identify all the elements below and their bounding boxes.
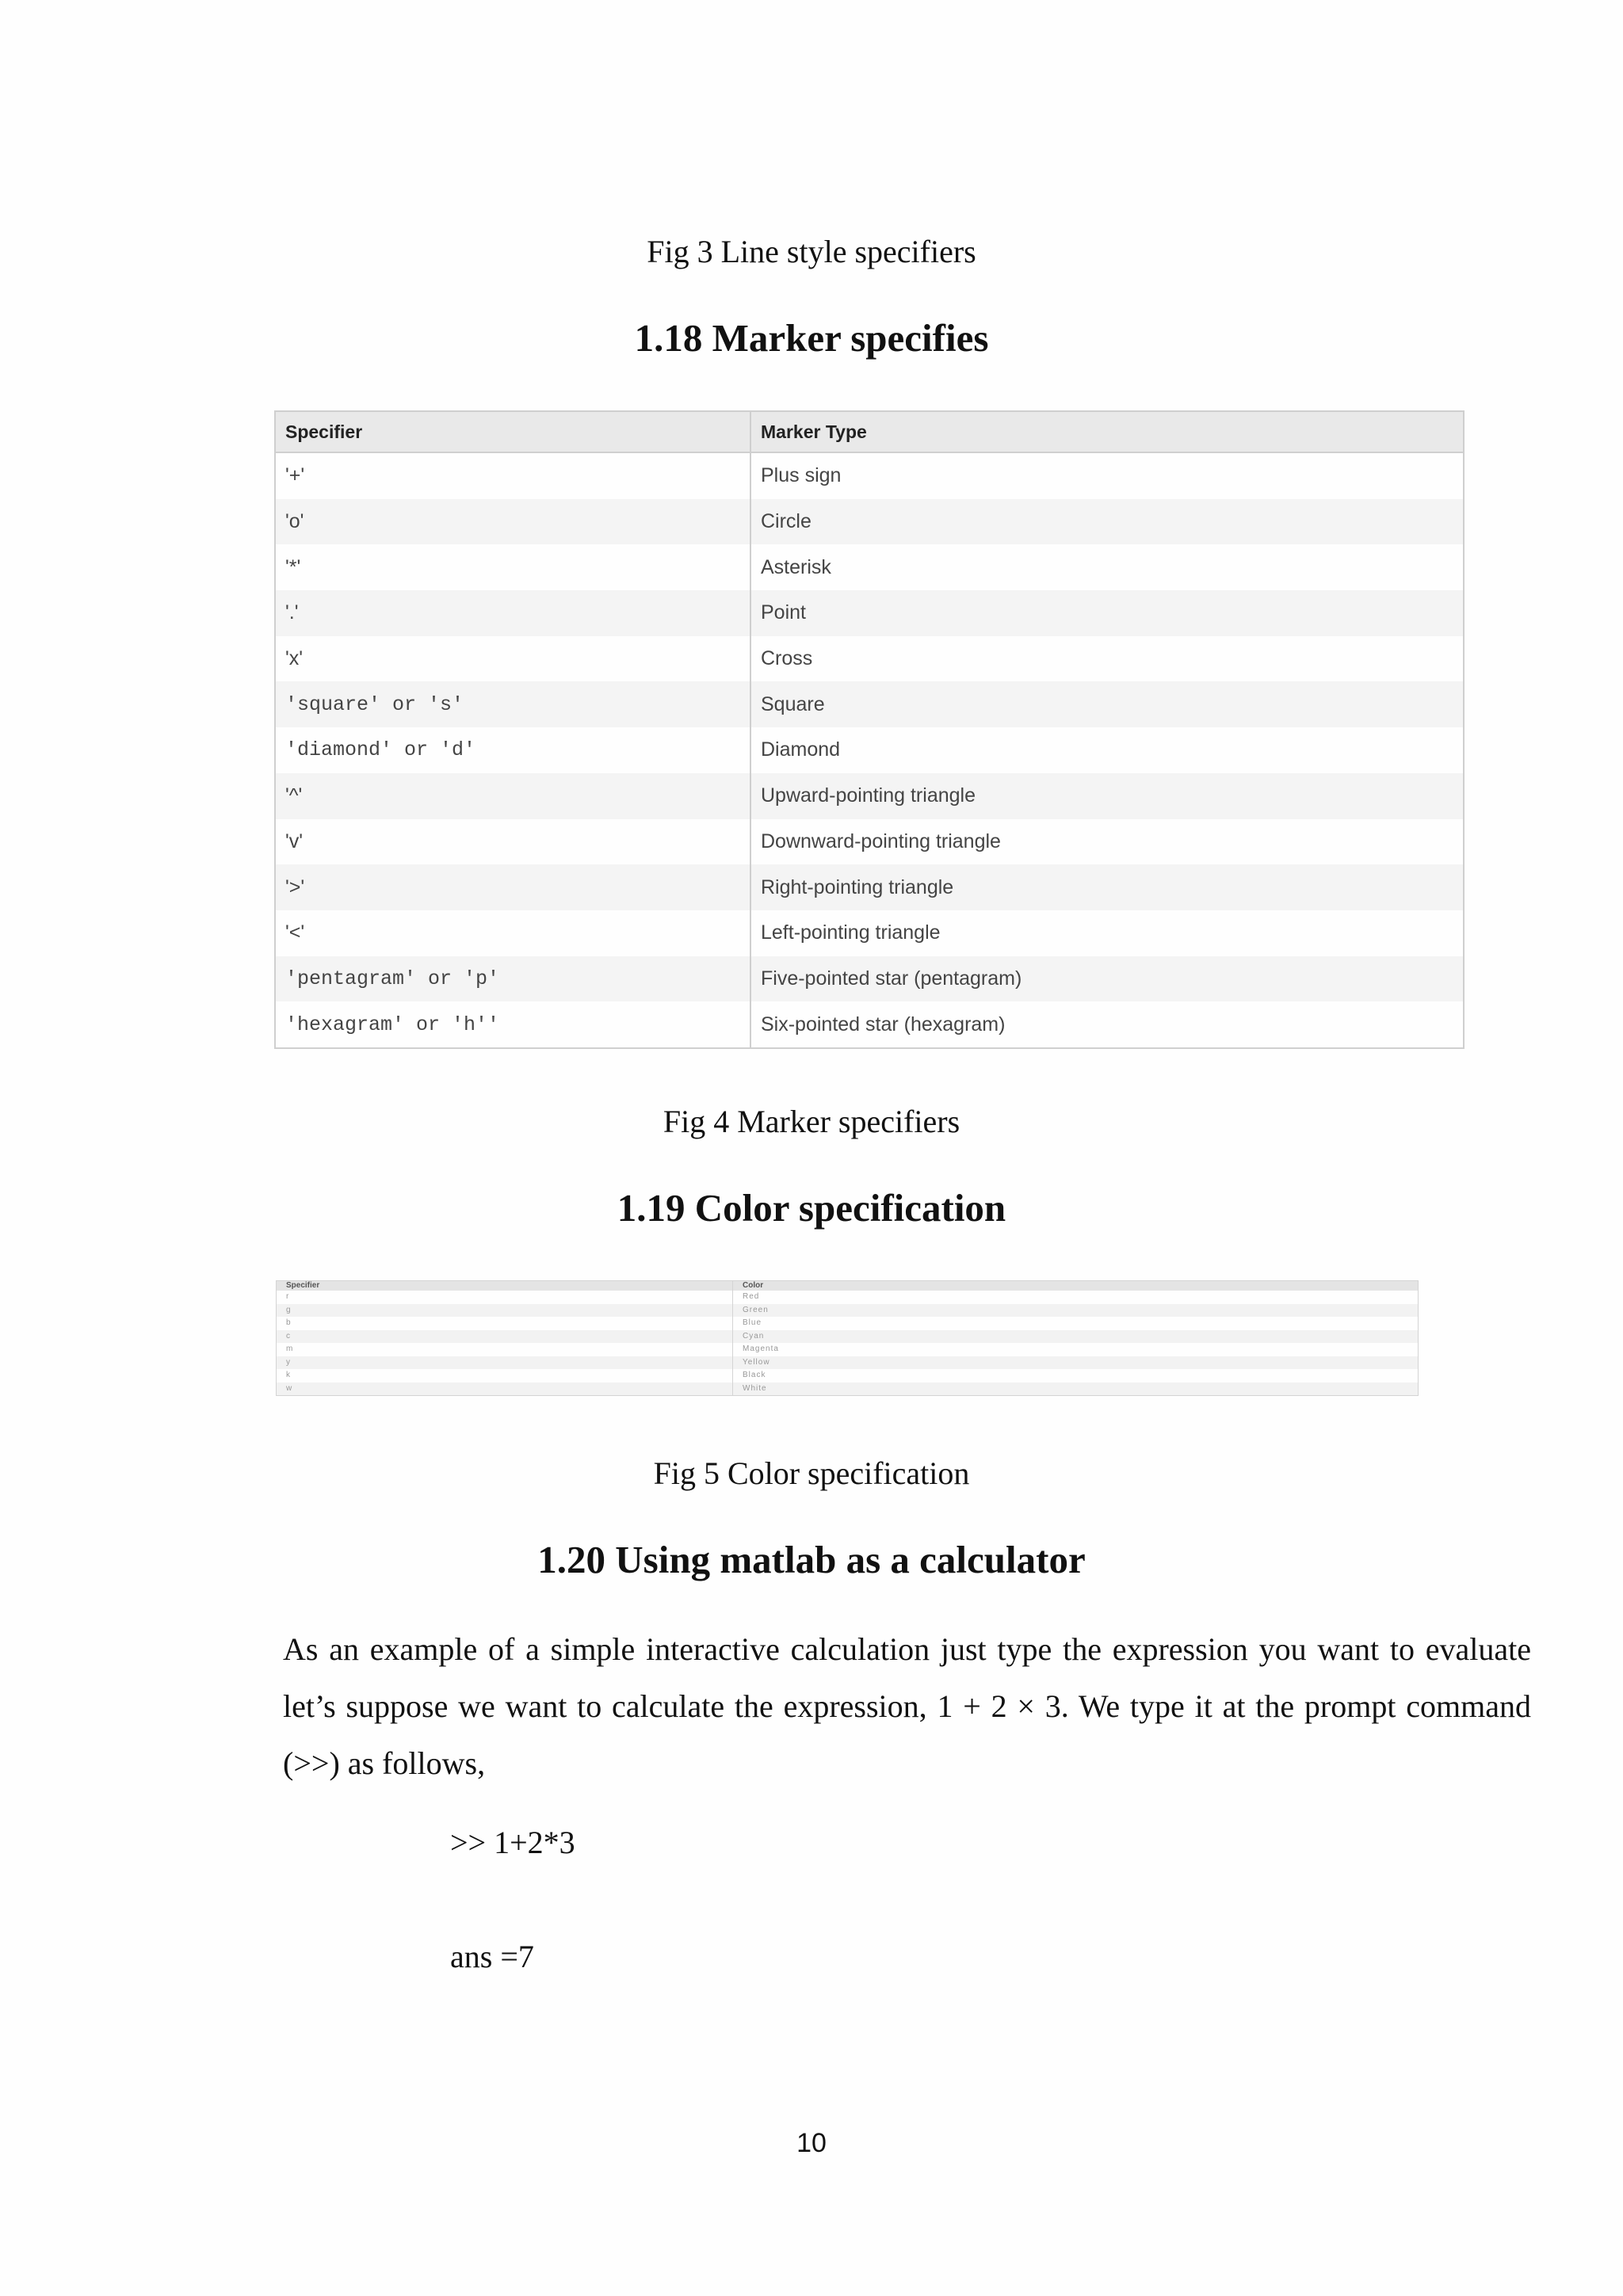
- marker-type-cell: Square: [750, 681, 1464, 727]
- section-heading-color: 1.19 Color specification: [617, 1186, 1006, 1230]
- table-row: [275, 1001, 1464, 1048]
- fig5-caption: Fig 5 Color specification: [653, 1455, 970, 1491]
- column-header-color: Color: [733, 1281, 1419, 1291]
- specifier-cell: 'x': [275, 636, 750, 682]
- color-cell: White: [733, 1383, 1419, 1396]
- table-row: [277, 1304, 1419, 1318]
- table-row: [275, 452, 1464, 499]
- column-header-specifier: Specifier: [277, 1281, 733, 1291]
- specifier-cell: '<': [275, 910, 750, 956]
- marker-specifier-table: [274, 410, 1465, 1049]
- marker-type-cell: Upward-pointing triangle: [750, 773, 1464, 819]
- color-cell: Green: [733, 1304, 1419, 1318]
- specifier-cell: 'o': [275, 499, 750, 545]
- specifier-cell: w: [277, 1383, 733, 1396]
- table-row: [275, 590, 1464, 636]
- table-row: [275, 819, 1464, 865]
- marker-type-cell: Point: [750, 590, 1464, 636]
- table-row: [275, 910, 1464, 956]
- table-row: [277, 1291, 1419, 1304]
- specifier-cell: '>': [275, 864, 750, 910]
- specifier-cell: y: [277, 1356, 733, 1370]
- table-row: [277, 1330, 1419, 1344]
- color-cell: Black: [743, 1371, 766, 1380]
- marker-type-cell: Six-pointed star (hexagram): [761, 1013, 1006, 1035]
- code-input-line: >> 1+2*3: [450, 1825, 575, 1860]
- table-row: [277, 1317, 1419, 1330]
- color-specifier-table: [276, 1280, 1419, 1396]
- column-header-marker-type: Marker Type: [750, 411, 1464, 452]
- marker-type-cell: Right-pointing triangle: [750, 864, 1464, 910]
- table-row: [275, 544, 1464, 590]
- marker-type-cell: Left-pointing triangle: [761, 921, 941, 944]
- body-paragraph: As an example of a simple interactive calculation just type the expression you want to evaluate let’s suppose we want to calculate the expression, 1 + 2 × 3. We type it at the prompt command (>>) as follows,: [283, 1631, 1531, 1781]
- specifier-cell: g: [277, 1304, 733, 1318]
- fig4-caption: Fig 4 Marker specifiers: [663, 1104, 960, 1139]
- marker-type-cell: Cross: [761, 647, 813, 670]
- specifier-cell: m: [277, 1343, 733, 1356]
- specifier-cell: b: [277, 1317, 733, 1330]
- table-row: [277, 1369, 1419, 1383]
- table-row: [275, 864, 1464, 910]
- table-header-row: [275, 411, 1464, 452]
- page-number: 10: [796, 2128, 827, 2158]
- section-heading-marker: 1.18 Marker specifies: [634, 316, 989, 360]
- specifier-cell: 'hexagram' or 'h'': [275, 1001, 750, 1048]
- specifier-cell: 'square' or 's': [275, 681, 750, 727]
- specifier-cell: c: [277, 1330, 733, 1344]
- marker-type-cell: Five-pointed star (pentagram): [750, 956, 1464, 1002]
- color-cell: Cyan: [733, 1330, 1419, 1344]
- table-row: [277, 1356, 1419, 1370]
- table-row: [275, 636, 1464, 682]
- table-row: [275, 956, 1464, 1002]
- specifier-cell: '.': [275, 590, 750, 636]
- specifier-cell: r: [277, 1291, 733, 1304]
- marker-type-cell: Asterisk: [761, 555, 831, 578]
- table-row: [275, 773, 1464, 819]
- color-cell: Magenta: [743, 1344, 779, 1354]
- marker-type-cell: Downward-pointing triangle: [761, 830, 1001, 852]
- marker-type-cell: Circle: [750, 499, 1464, 545]
- specifier-cell: 'v': [275, 819, 750, 865]
- table-row: [275, 681, 1464, 727]
- table-row: [277, 1343, 1419, 1356]
- marker-type-cell: Plus sign: [761, 464, 842, 487]
- code-output-line: ans =7: [450, 1939, 534, 1974]
- color-cell: Red: [743, 1292, 760, 1302]
- color-cell: Blue: [743, 1318, 762, 1328]
- table-header-row: [277, 1281, 1419, 1291]
- specifier-cell: '^': [275, 773, 750, 819]
- fig3-caption: Fig 3 Line style specifiers: [647, 234, 976, 269]
- column-header-specifier: Specifier: [275, 411, 750, 452]
- table-row: [277, 1383, 1419, 1396]
- specifier-cell: '*': [275, 544, 750, 590]
- specifier-cell: 'pentagram' or 'p': [275, 956, 750, 1002]
- table-row: [275, 499, 1464, 545]
- specifier-cell: 'diamond' or 'd': [275, 727, 750, 773]
- table-row: [275, 727, 1464, 773]
- marker-type-cell: Diamond: [761, 738, 841, 761]
- section-heading-calculator: 1.20 Using matlab as a calculator: [537, 1538, 1086, 1581]
- specifier-cell: '+': [275, 452, 750, 499]
- specifier-cell: k: [277, 1369, 733, 1383]
- color-cell: Yellow: [733, 1356, 1419, 1370]
